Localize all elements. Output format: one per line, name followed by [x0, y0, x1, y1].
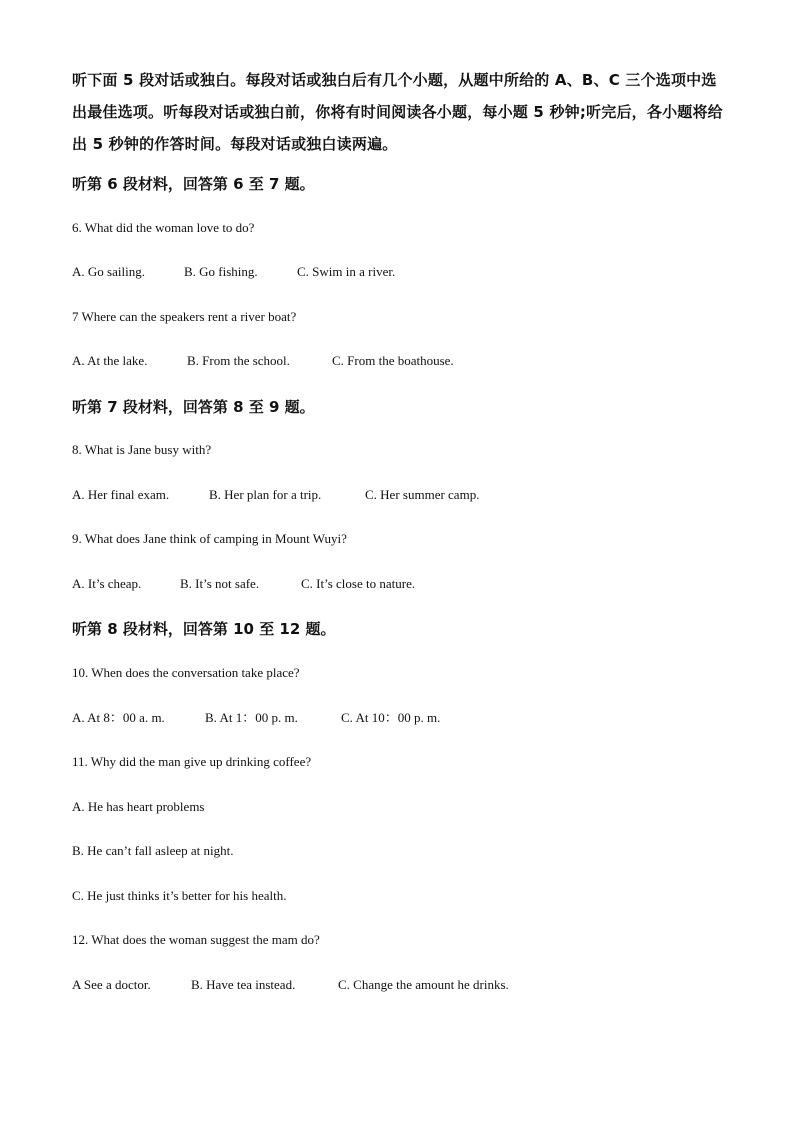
- question-8: 8. What is Jane busy with?: [72, 442, 212, 457]
- option-12a: A See a doctor.: [72, 977, 151, 992]
- option-11a: A. He has heart problems: [72, 799, 205, 814]
- option-11c: C. He just thinks it’s better for his health.: [72, 888, 287, 903]
- question-10-options: [72, 709, 440, 727]
- question-6-options: [72, 263, 395, 281]
- option-10c: C. At 10：00 p. m.: [341, 710, 441, 725]
- option-9b: B. It’s not safe.: [180, 576, 260, 591]
- option-8a: A. Her final exam.: [72, 487, 170, 502]
- question-9-options: [72, 575, 415, 593]
- option-10b: B. At 1：00 p. m.: [205, 710, 298, 725]
- question-8-options: [72, 486, 479, 504]
- question-12: 12. What does the woman suggest the mam do?: [72, 932, 320, 947]
- instructions-paragraph: 听下面 5 段对话或独白。每段对话或独白后有几个小题，从题中所给的 A、B、C 三个选项中选出最佳选项。听每段对话或独白前，你将有时间阅读各小题，每小题 5 秒钟;听完后，各小题将给出 5 秒钟的作答时间。每段对话或独白读两遍。: [72, 71, 723, 153]
- option-6a: A. Go sailing.: [72, 264, 145, 279]
- option-12c: C. Change the amount he drinks.: [338, 977, 509, 992]
- question-12-options: [72, 976, 509, 994]
- question-9: 9. What does Jane think of camping in Mount Wuyi?: [72, 531, 347, 546]
- option-9c: C. It’s close to nature.: [301, 576, 416, 591]
- option-11b: B. He can’t fall asleep at night.: [72, 843, 234, 858]
- section-heading-8: 听第 8 段材料，回答第 10 至 12 题。: [72, 620, 336, 638]
- question-11: 11. Why did the man give up drinking coffee?: [72, 754, 312, 769]
- option-8b: B. Her plan for a trip.: [209, 487, 322, 502]
- option-6c: C. Swim in a river.: [297, 264, 396, 279]
- option-8c: C. Her summer camp.: [365, 487, 480, 502]
- option-7c: C. From the boathouse.: [332, 353, 454, 368]
- option-7b: B. From the school.: [187, 353, 290, 368]
- option-10a: A. At 8：00 a. m.: [72, 710, 165, 725]
- question-7-options: [72, 352, 454, 370]
- option-12b: B. Have tea instead.: [191, 977, 296, 992]
- option-7a: A. At the lake.: [72, 353, 148, 368]
- question-10: 10. When does the conversation take place?: [72, 665, 300, 680]
- section-heading-7: 听第 7 段材料，回答第 8 至 9 题。: [72, 398, 315, 416]
- question-7: 7 Where can the speakers rent a river boat?: [72, 309, 297, 324]
- section-heading-6: 听第 6 段材料，回答第 6 至 7 题。: [72, 175, 315, 193]
- question-6: 6. What did the woman love to do?: [72, 220, 255, 235]
- option-9a: A. It’s cheap.: [72, 576, 142, 591]
- option-6b: B. Go fishing.: [184, 264, 258, 279]
